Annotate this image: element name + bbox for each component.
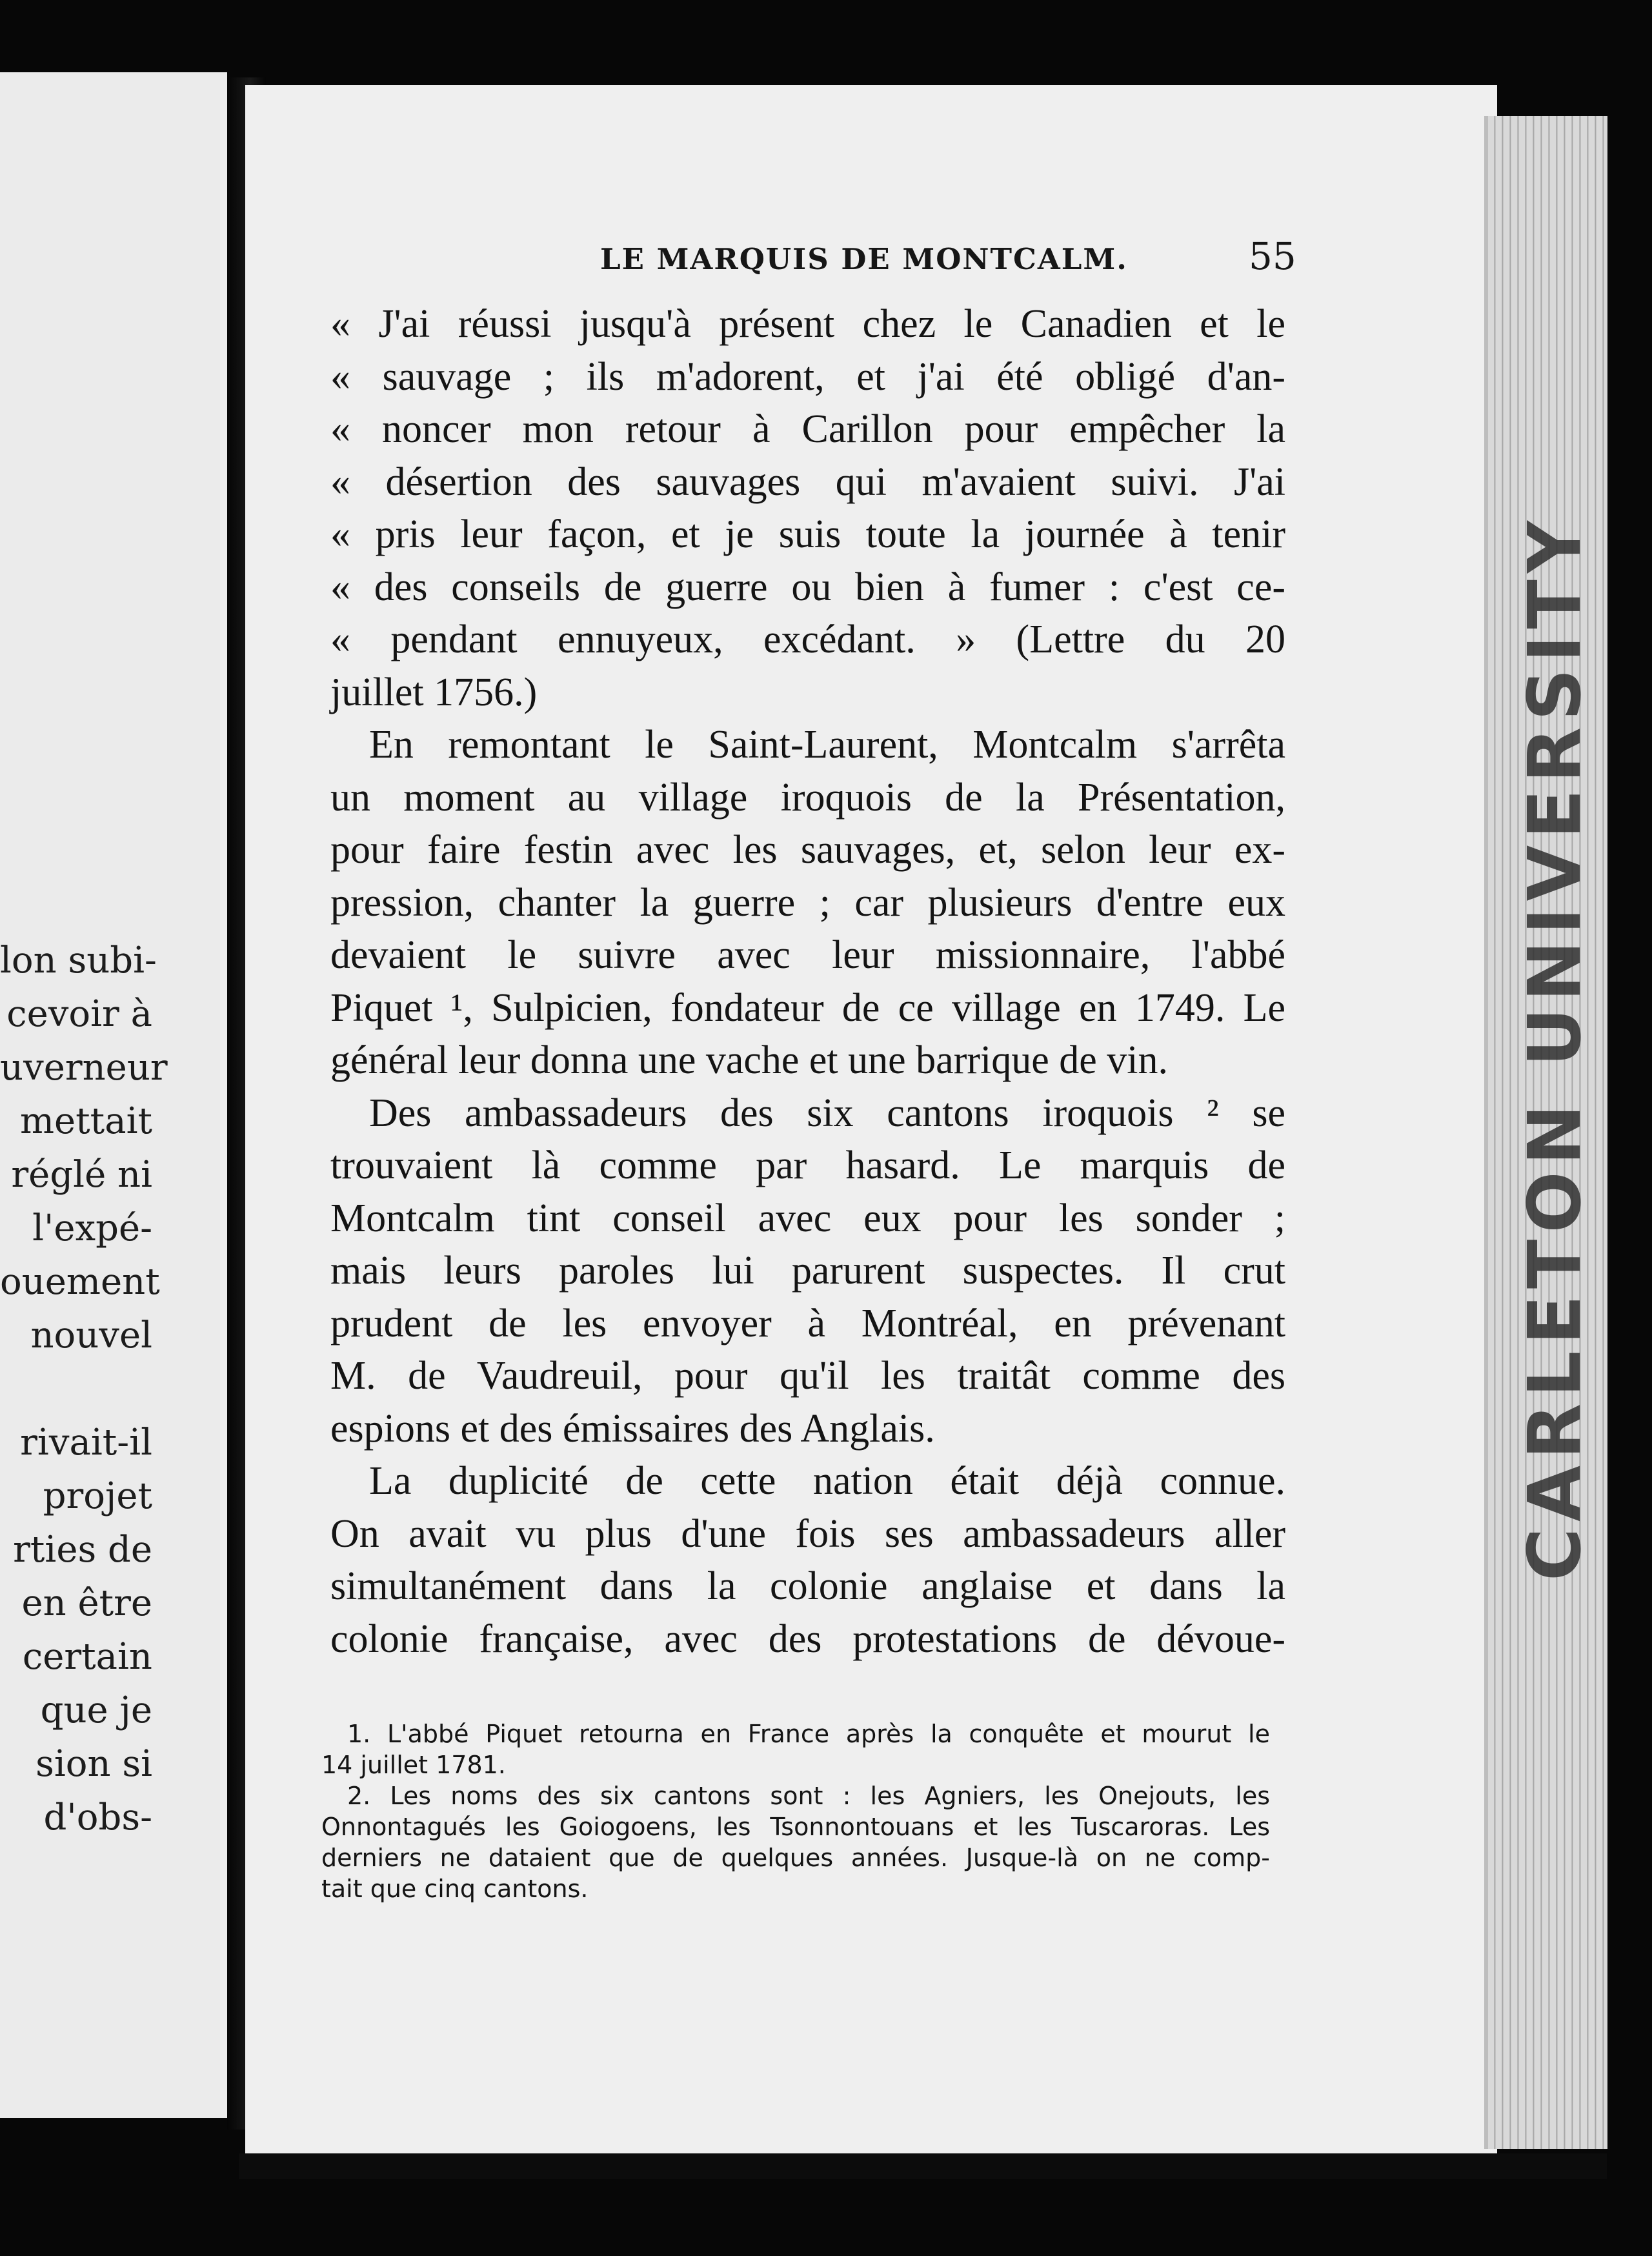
text-line: On avait vu plus d'une fois ses ambassadeurs aller bbox=[330, 1511, 1285, 1556]
facing-line: mettait bbox=[19, 1100, 152, 1142]
text-line: devaient le suivre avec leur missionnaire, l'abbé bbox=[330, 933, 1285, 977]
text-line: pression, chanter la guerre ; car plusieurs d'entre eux bbox=[330, 880, 1285, 925]
facing-line: rivait-il bbox=[20, 1422, 152, 1464]
text-line: colonie française, avec des protestations de dévoue- bbox=[330, 1616, 1285, 1661]
footnote-line: 14 juillet 1781. bbox=[321, 1751, 506, 1779]
facing-line: l'expé- bbox=[32, 1207, 152, 1249]
facing-line bbox=[0, 1362, 227, 1416]
text-line: « des conseils de guerre ou bien à fumer : c'est ce- bbox=[330, 565, 1285, 609]
facing-line: lon subi- bbox=[0, 940, 157, 982]
text-line: simultanément dans la colonie anglaise et dans la bbox=[330, 1564, 1285, 1608]
text-line: « désertion des sauvages qui m'avaient suivi. J'ai bbox=[330, 459, 1285, 504]
facing-line: d'obs- bbox=[43, 1797, 152, 1838]
facing-line: en être bbox=[21, 1582, 152, 1624]
text-line: « noncer mon retour à Carillon pour empêcher la bbox=[330, 407, 1285, 451]
text-line: juillet 1756.) bbox=[330, 670, 538, 714]
library-stamp: CARLETON UNIVERSITY bbox=[1513, 514, 1597, 1581]
facing-line: rties de bbox=[13, 1529, 152, 1571]
text-line: « pendant ennuyeux, excédant. » (Lettre du 20 bbox=[330, 618, 1285, 661]
text-line: M. de Vaudreuil, pour qu'il les traitât comme des bbox=[330, 1354, 1285, 1398]
facing-line: certain bbox=[22, 1636, 152, 1678]
facing-line: cevoir à bbox=[6, 993, 152, 1035]
facing-line: que je bbox=[40, 1689, 152, 1731]
text-line: prudent de les envoyer à Montréal, en prévenant bbox=[330, 1301, 1285, 1345]
footnote-line: tait que cinq cantons. bbox=[321, 1875, 589, 1903]
text-line: espions et des émissaires des Anglais. bbox=[330, 1406, 935, 1451]
text-line: En remontant le Saint-Laurent, Montcalm s'arrêta bbox=[369, 723, 1285, 767]
facing-line: nouvel bbox=[30, 1314, 152, 1356]
facing-line: ouement bbox=[0, 1261, 160, 1303]
facing-line: réglé ni bbox=[11, 1154, 152, 1196]
running-title: LE MARQUIS DE MONTCALM. bbox=[600, 242, 1128, 276]
page-bottom-shadow bbox=[239, 2153, 1607, 2179]
footnote-line: 2. Les noms des six cantons sont : les Agniers, les Onejouts, les bbox=[347, 1782, 1270, 1810]
facing-line: projet bbox=[43, 1475, 152, 1517]
text-line: un moment au village iroquois de la Présentation, bbox=[330, 775, 1285, 820]
facing-line: uverneur bbox=[0, 1047, 168, 1089]
page-number: 55 bbox=[1249, 234, 1296, 278]
footnote-line: derniers ne dataient que de quelques années. Jusque-là on ne comp- bbox=[321, 1844, 1270, 1872]
footnote-line: Onnontagués les Goiogoens, les Tsonnontouans et les Tuscaroras. Les bbox=[321, 1813, 1270, 1841]
text-line: « J'ai réussi jusqu'à présent chez le Canadien et le bbox=[330, 302, 1285, 346]
footnote-line: 1. L'abbé Piquet retourna en France après la conquête et mourut le bbox=[347, 1720, 1270, 1748]
facing-page-text bbox=[0, 934, 227, 1844]
text-line: « pris leur façon, et je suis toute la journée à tenir bbox=[330, 512, 1285, 556]
facing-page bbox=[0, 72, 227, 2118]
text-line: Piquet ¹, Sulpicien, fondateur de ce village en 1749. Le bbox=[330, 985, 1285, 1030]
text-line: Montcalm tint conseil avec eux pour les sonder ; bbox=[330, 1196, 1285, 1240]
text-line: Des ambassadeurs des six cantons iroquois ² se bbox=[369, 1091, 1285, 1135]
body-text bbox=[330, 298, 1285, 1666]
footnotes bbox=[321, 1718, 1270, 1904]
text-line: mais leurs paroles lui parurent suspectes. Il crut bbox=[330, 1249, 1285, 1293]
text-line: général leur donna une vache et une barrique de vin. bbox=[330, 1038, 1168, 1082]
facing-line: sion si bbox=[35, 1743, 152, 1785]
text-line: La duplicité de cette nation était déjà connue. bbox=[369, 1459, 1285, 1503]
text-line: pour faire festin avec les sauvages, et, selon leur ex- bbox=[330, 828, 1285, 872]
text-line: trouvaient là comme par hasard. Le marquis de bbox=[330, 1143, 1285, 1187]
text-line: « sauvage ; ils m'adorent, et j'ai été obligé d'an- bbox=[330, 354, 1285, 399]
